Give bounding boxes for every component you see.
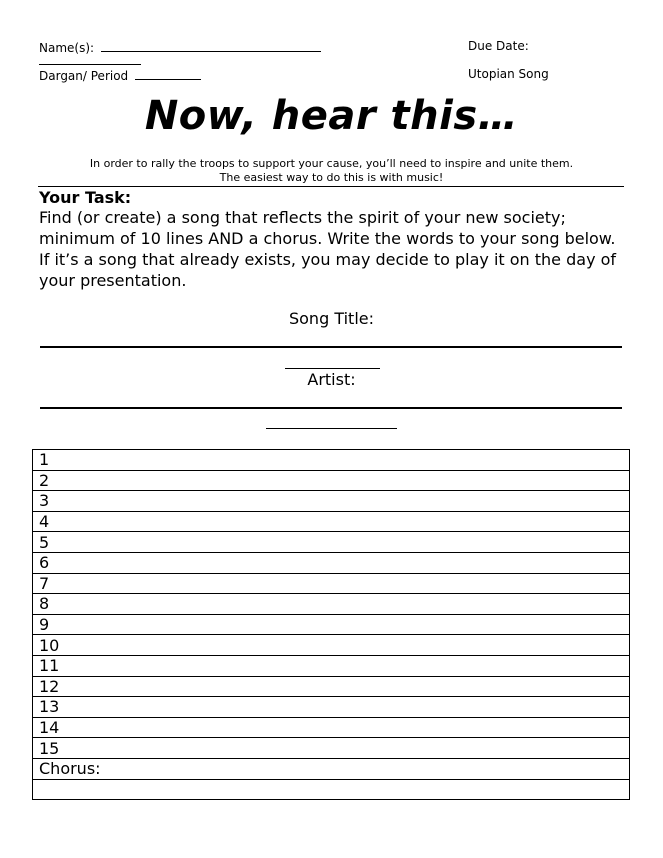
- lyric-line-row[interactable]: [33, 470, 630, 491]
- lyric-line-cell[interactable]: 5: [33, 532, 630, 553]
- lyric-line-row[interactable]: [33, 450, 630, 471]
- intro-text: [60, 157, 603, 185]
- lyric-line-cell[interactable]: 6: [33, 552, 630, 573]
- name-continuation-blank[interactable]: [39, 64, 141, 65]
- lyric-line-cell[interactable]: 4: [33, 511, 630, 532]
- lyric-line-cell[interactable]: 2: [33, 470, 630, 491]
- artist-blank[interactable]: [40, 407, 622, 409]
- name-field[interactable]: [39, 39, 321, 55]
- lyric-line-cell[interactable]: Chorus:: [33, 758, 630, 779]
- artist-blank-short[interactable]: [266, 428, 397, 429]
- artist-label: Artist:: [307, 370, 356, 389]
- due-date-label: Due Date:: [468, 39, 529, 53]
- song-title-blank[interactable]: [40, 346, 622, 348]
- chorus-line-row[interactable]: [33, 779, 630, 800]
- intro-divider: [38, 186, 624, 187]
- lyric-line-cell[interactable]: [33, 779, 630, 800]
- lyric-line-row[interactable]: [33, 655, 630, 676]
- lyric-line-row[interactable]: [33, 511, 630, 532]
- lyric-line-row[interactable]: [33, 573, 630, 594]
- lyric-line-cell[interactable]: 8: [33, 594, 630, 615]
- chorus-row[interactable]: [33, 758, 630, 779]
- intro-line-2: The easiest way to do this is with music!: [219, 171, 444, 184]
- intro-line-1: In order to rally the troops to support your cause, you’ll need to inspire and unite them.: [89, 157, 574, 170]
- song-title-label: Song Title:: [288, 309, 374, 328]
- task-description: Find (or create) a song that reflects the spirit of your new society; minimum of 10 lines AND a chorus. Write the words to your song below. If it’s a song that already exists, you may decide to play it on the day of your presentation.: [39, 208, 617, 290]
- lyric-line-cell[interactable]: 14: [33, 717, 630, 738]
- lyrics-table: [32, 449, 630, 800]
- lyric-line-row[interactable]: [33, 532, 630, 553]
- lyric-line-cell[interactable]: 15: [33, 738, 630, 759]
- lyric-line-cell[interactable]: 3: [33, 491, 630, 512]
- lyric-line-row[interactable]: [33, 635, 630, 656]
- lyric-line-row[interactable]: [33, 491, 630, 512]
- lyric-line-row[interactable]: [33, 594, 630, 615]
- lyric-line-cell[interactable]: 7: [33, 573, 630, 594]
- lyric-line-cell[interactable]: 9: [33, 614, 630, 635]
- lyric-line-row[interactable]: [33, 697, 630, 718]
- lyric-line-cell[interactable]: 11: [33, 655, 630, 676]
- lyric-line-row[interactable]: [33, 676, 630, 697]
- lyric-line-cell[interactable]: 12: [33, 676, 630, 697]
- lyric-line-row[interactable]: [33, 614, 630, 635]
- period-blank[interactable]: [135, 67, 201, 80]
- period-label: Dargan/ Period: [39, 69, 129, 83]
- name-blank[interactable]: [101, 39, 321, 52]
- lyric-line-row[interactable]: [33, 717, 630, 738]
- assignment-name: Utopian Song: [468, 67, 549, 81]
- lyric-line-cell[interactable]: 10: [33, 635, 630, 656]
- lyric-line-row[interactable]: [33, 738, 630, 759]
- song-title-blank-short[interactable]: [285, 368, 380, 369]
- task-heading: Your Task:: [39, 188, 132, 207]
- period-field[interactable]: [39, 67, 201, 83]
- lyric-line-cell[interactable]: 1: [33, 450, 630, 471]
- page-title: Now, hear this…: [144, 93, 519, 139]
- lyric-line-row[interactable]: [33, 552, 630, 573]
- lyric-line-cell[interactable]: 13: [33, 697, 630, 718]
- name-label: Name(s):: [39, 41, 95, 55]
